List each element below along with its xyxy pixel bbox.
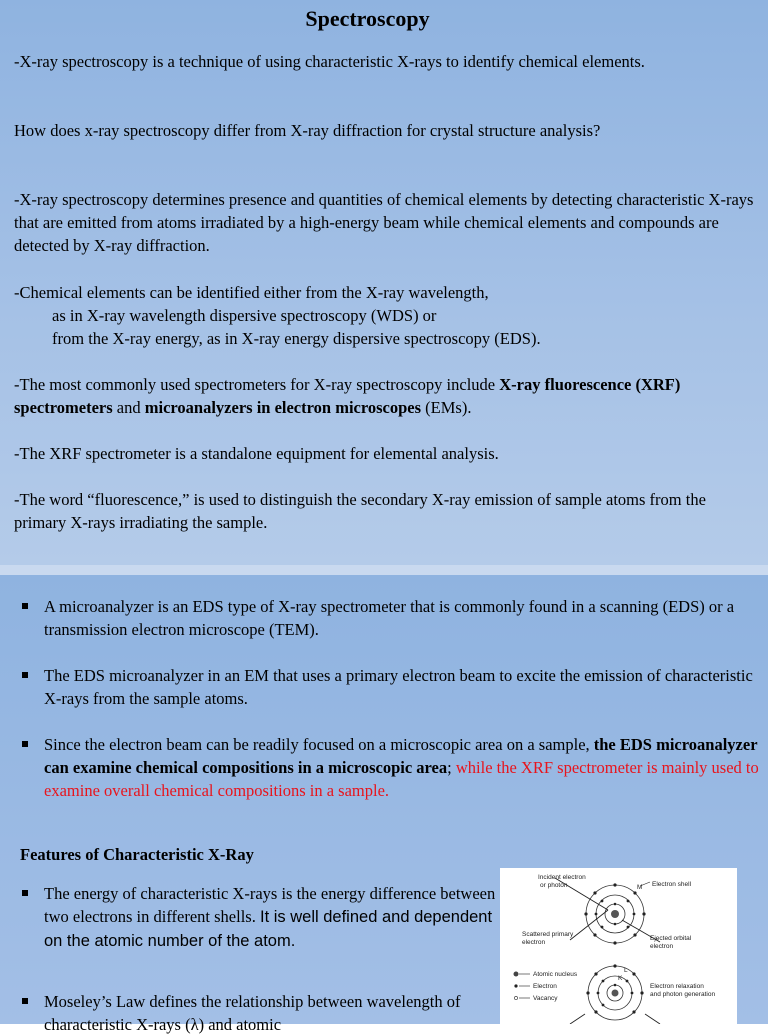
- spectrometers-text-a: -The most commonly used spectrometers for X-ray spectroscopy include: [14, 375, 500, 394]
- paragraph-xrf-standalone: -The XRF spectrometer is a standalone equipment for elemental analysis.: [14, 444, 499, 463]
- bullet-energy: [20, 882, 514, 953]
- bullet-marker: [22, 603, 28, 609]
- bullet-microanalyzer: [20, 595, 764, 641]
- spectrometers-text-c: and: [112, 398, 145, 417]
- bullet-marker: [22, 998, 28, 1004]
- legend-symbols: [514, 972, 531, 1000]
- label-scattered: Scattered primary: [522, 931, 574, 938]
- label-shell-m: M: [637, 884, 643, 891]
- electron-beam-red: while the XRF spectrometer is mainly used to examine overall chemical compositions in a sample.: [44, 758, 759, 800]
- energy-text-b: It is well defined and dependent on the atomic number of the atom.: [44, 908, 493, 950]
- electron-beam-text-a: Since the electron beam can be readily focused on a microscopic area on a sample,: [44, 735, 594, 754]
- label-relaxation-2: and photon generation: [650, 991, 716, 998]
- identification-line-2: as in X-ray wavelength dispersive spectroscopy (WDS) or: [52, 306, 437, 325]
- lower-atom: [570, 964, 660, 1024]
- label-relaxation: Electron relaxation: [650, 983, 704, 990]
- label-ejected-2: electron: [650, 943, 674, 950]
- label-shell-k: K: [618, 975, 623, 982]
- spectrometers-microanalyzers: microanalyzers in electron microscopes: [144, 398, 422, 417]
- paragraph-definition: -X-ray spectroscopy is a technique of using characteristic X-rays to identify chemical elements.: [14, 52, 645, 71]
- spectrometers-xrf: X-ray fluorescence (XRF) spectrometers: [14, 375, 681, 417]
- bullet-marker: [22, 890, 28, 896]
- identification-line-1: -Chemical elements can be identified either from the X-ray wavelength,: [14, 283, 489, 302]
- paragraph-spectrometers: [14, 373, 754, 419]
- electron-beam-bold: the EDS microanalyzer can examine chemical compositions in a microscopic area: [44, 735, 758, 777]
- label-ejected: Ejected orbital: [650, 935, 692, 942]
- slide-separator: [0, 565, 768, 575]
- paragraph-question: How does x-ray spectroscopy differ from X-ray diffraction for crystal structure analysis?: [14, 121, 601, 140]
- bullet-moseley: [20, 990, 514, 1036]
- spectrometers-text-e: (EMs).: [421, 398, 472, 417]
- label-incident-2: or photon: [540, 882, 568, 889]
- bullet-text: A microanalyzer is an EDS type of X-ray spectrometer that is commonly found in a scanning (EDS) or a transmission electron microscope (TEM).: [44, 597, 735, 639]
- characteristic-xray-diagram: [500, 868, 737, 1024]
- label-electron: Electron: [533, 983, 557, 990]
- energy-text-a: The energy of characteristic X-rays is the energy difference between two electrons in different shells.: [44, 884, 496, 926]
- bullet-marker: [22, 741, 28, 747]
- bullet-text: The EDS microanalyzer in an EM that uses a primary electron beam to excite the emission of characteristic X-rays from the sample atoms.: [44, 666, 753, 708]
- label-scattered-2: electron: [522, 939, 546, 946]
- paragraph-fluorescence: -The word “fluorescence,” is used to distinguish the secondary X-ray emission of sample atoms from the primary X-rays irradiating the sample.: [14, 490, 706, 532]
- electron-beam-text-c: ;: [447, 758, 456, 777]
- slide-title: Spectroscopy: [305, 6, 430, 31]
- bullet-eds-em: [20, 664, 764, 710]
- label-vacancy: Vacancy: [533, 995, 558, 1002]
- moseley-text: Moseley’s Law defines the relationship between wavelength of characteristic X-rays (λ) and atomic: [44, 992, 461, 1034]
- label-shell-l: L: [624, 967, 628, 974]
- label-incident: Incident electron: [538, 874, 586, 881]
- label-electron-shell: Electron shell: [652, 881, 692, 888]
- bullet-marker: [22, 672, 28, 678]
- features-heading: Features of Characteristic X-Ray: [20, 845, 254, 864]
- identification-line-3: from the X-ray energy, as in X-ray energy dispersive spectroscopy (EDS).: [52, 329, 541, 348]
- bullet-electron-beam: [20, 733, 764, 802]
- paragraph-determines: -X-ray spectroscopy determines presence and quantities of chemical elements by detecting characteristic X-rays that are emitted from atoms irradiated by a high-energy beam while chemical elements and compounds are detected by X-ray diffraction.: [14, 190, 754, 255]
- atom-shell-diagram: [500, 868, 737, 1024]
- paragraph-identification: [14, 281, 754, 350]
- label-nucleus: Atomic nucleus: [533, 971, 578, 978]
